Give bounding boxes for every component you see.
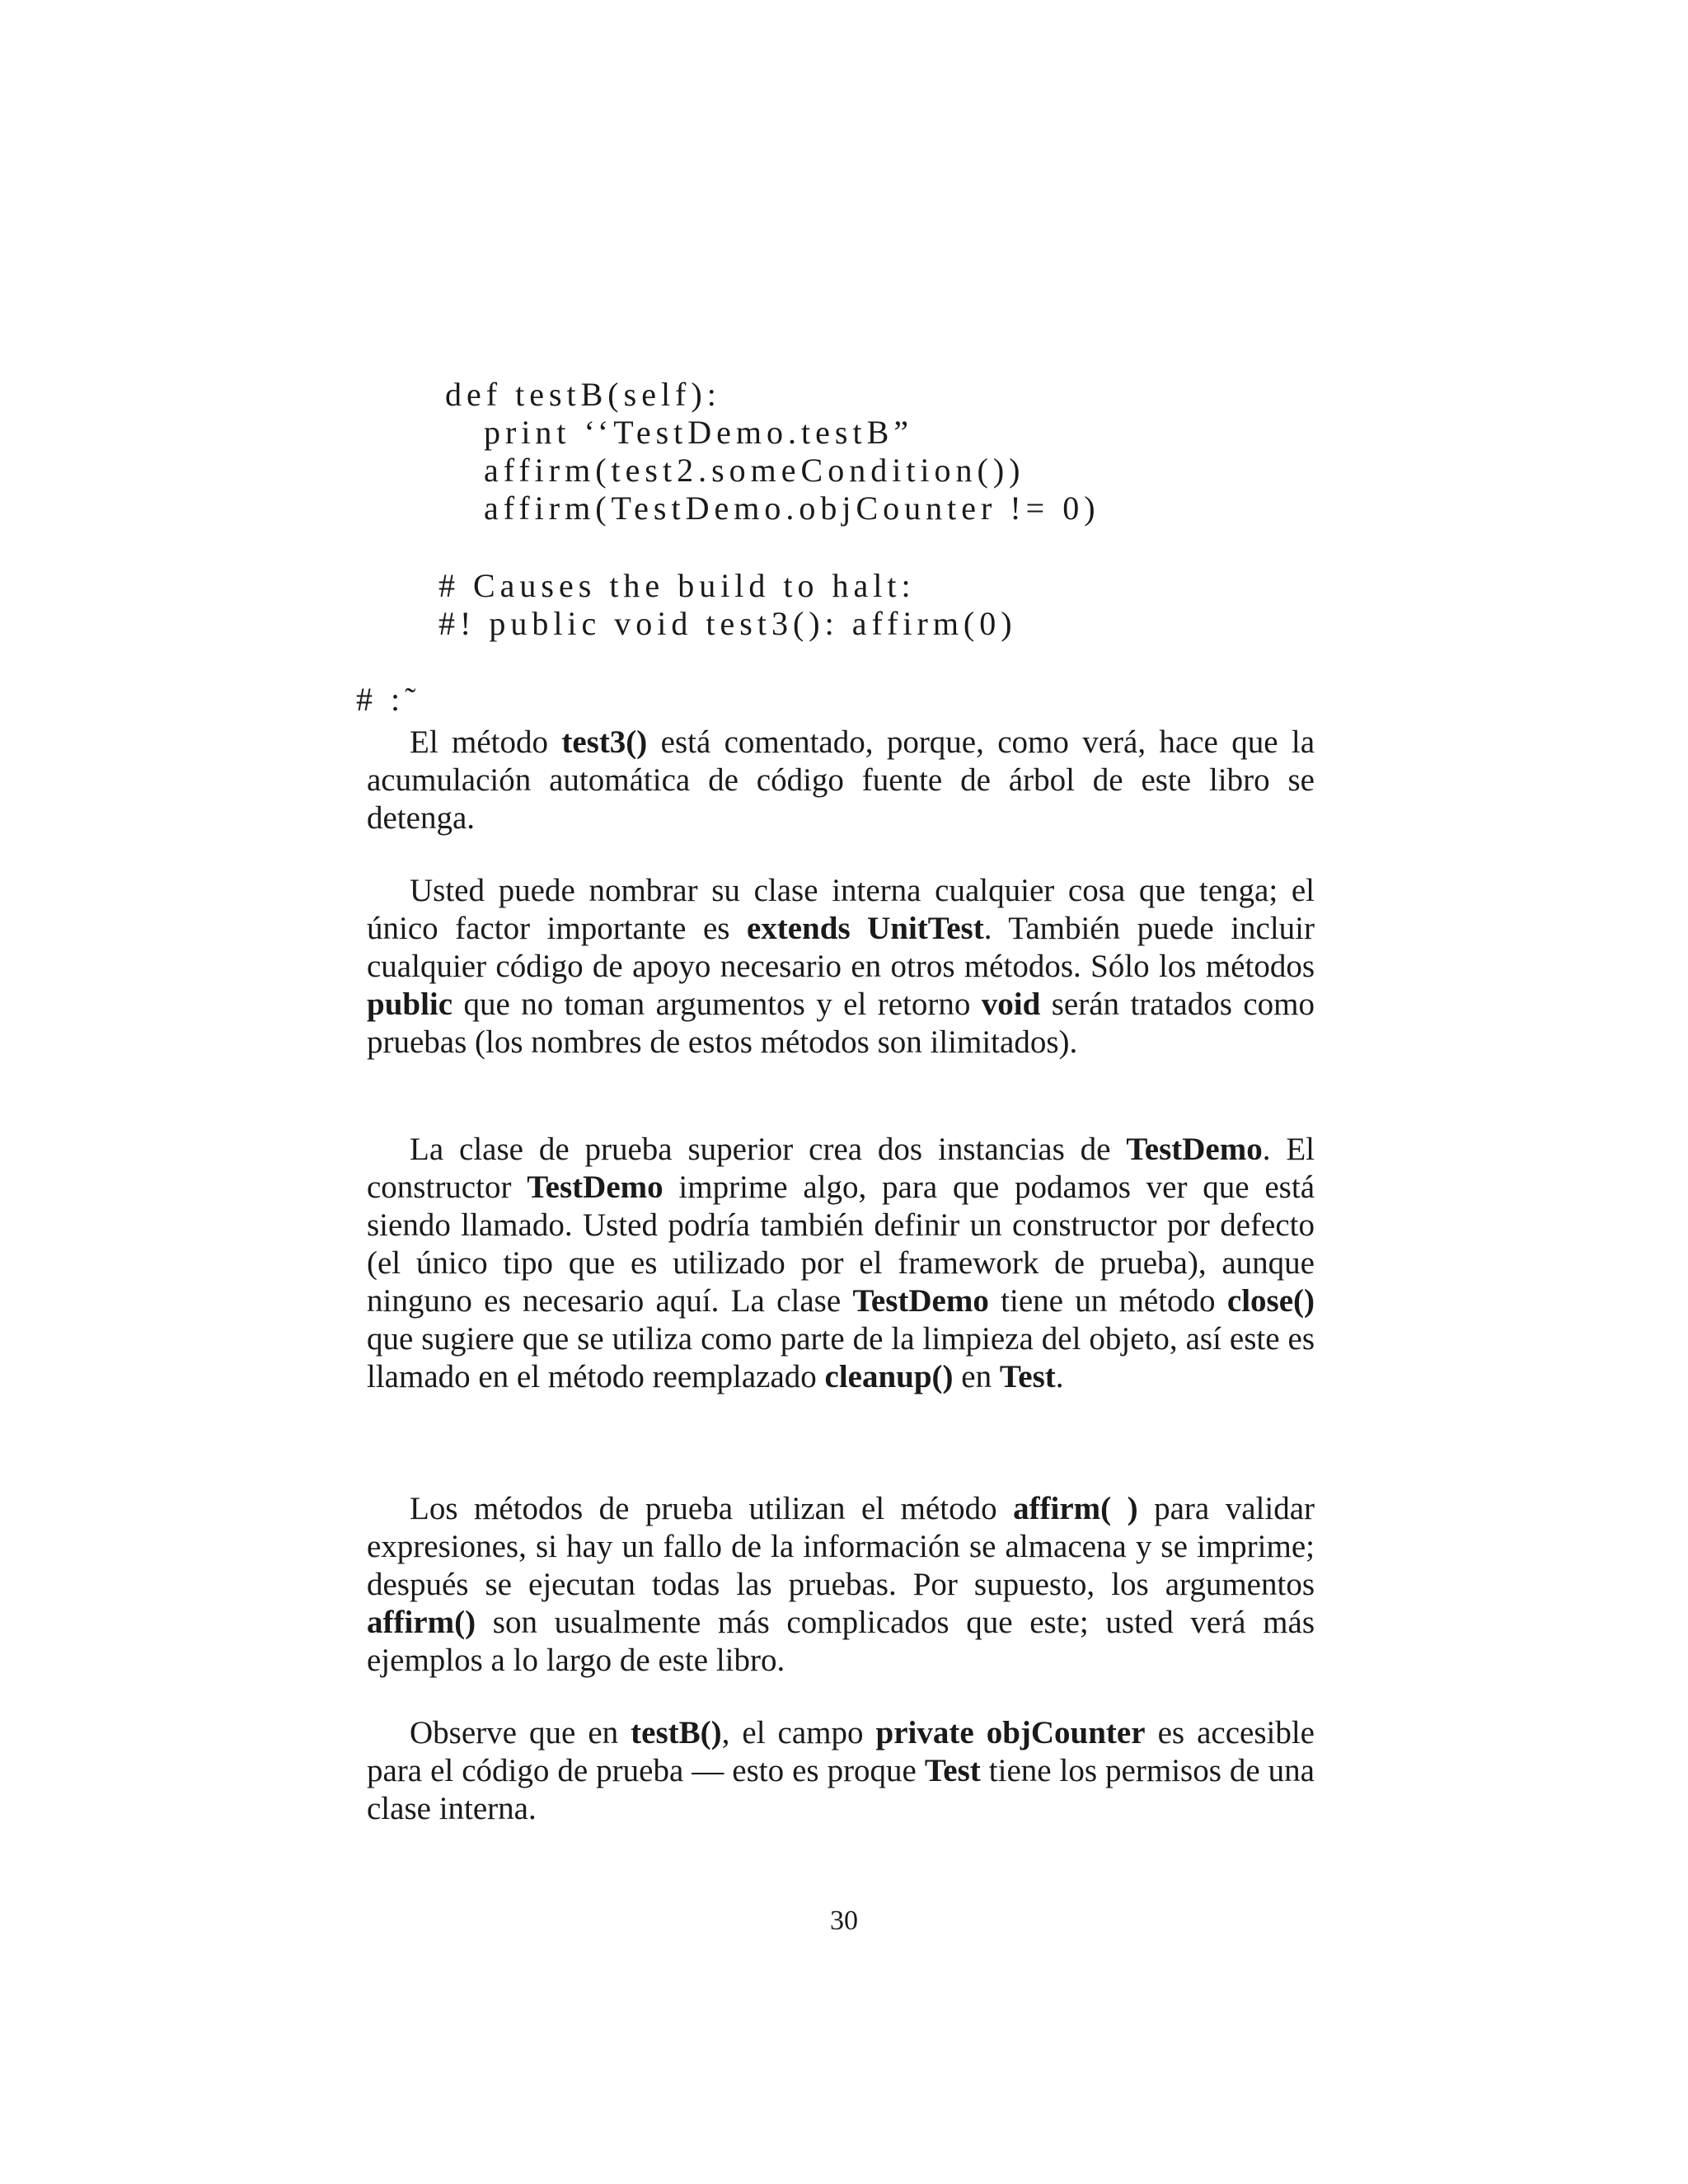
text-run: serán tratados como pruebas (los nombres de estos métodos son ilimitados). [367, 987, 1315, 1060]
paragraph-affirm [367, 1490, 1315, 1680]
text-run: es accesible para el código de prueba — esto es proque [367, 1715, 1315, 1788]
bold-term: public [367, 987, 453, 1022]
bold-term: Test [999, 1359, 1056, 1394]
text-run: está comentado, porque, como verá, hace que la acumulación automática de código fuente de árbol de este libro se detenga. [367, 724, 1315, 836]
text-run: . [1055, 1359, 1064, 1394]
code-line-affirm-condition: affirm(test2.someCondition()) [484, 452, 1025, 489]
bold-term: affirm() [367, 1605, 476, 1640]
code-line-print: print ‘‘TestDemo.testB” [484, 414, 914, 451]
paragraph-testdemo [367, 1131, 1315, 1396]
text-run: . El constructor [367, 1132, 1315, 1205]
code-comment-test3: #! public void test3(): affirm(0) [438, 605, 1017, 642]
text-run: El método [410, 724, 562, 760]
bold-term: TestDemo [1126, 1132, 1263, 1167]
bold-term: cleanup() [824, 1359, 954, 1394]
text-run: tiene los permisos de una clase interna. [367, 1753, 1315, 1826]
text-run: imprime algo, para que podamos ver que está siendo llamado. Usted podría también definir un constructor por defecto (el único tipo que es utilizado por el framework de prueba), aunque ninguno es necesario aquí. La clase [367, 1169, 1315, 1319]
bold-term: Test [924, 1753, 981, 1788]
paragraph-objcounter [367, 1714, 1315, 1828]
text-run: que sugiere que se utiliza como parte de la limpieza del objeto, así este es llamado en el método reemplazado [367, 1321, 1315, 1394]
text-run: Observe que en [410, 1715, 631, 1750]
bold-term: extends UnitTest [746, 911, 984, 946]
bold-term: void [981, 987, 1041, 1022]
text-run: son usualmente más complicados que este; usted verá más ejemplos a lo largo de este libro. [367, 1605, 1315, 1678]
text-run: . También puede incluir cualquier código de apoyo necesario en otros métodos. Sólo los métodos [367, 911, 1315, 984]
code-line-affirm-counter: affirm(TestDemo.objCounter != 0) [484, 490, 1100, 527]
text-run: para validar expresiones, si hay un fallo de la información se almacena y se imprime; después se ejecutan todas las pruebas. Por supuesto, los argumentos [367, 1491, 1315, 1602]
paragraph-inner-class [367, 872, 1315, 1062]
text-run: que no toman argumentos y el retorno [452, 987, 982, 1022]
bold-term: testB() [631, 1715, 722, 1750]
bold-term: private objCounter [875, 1715, 1146, 1750]
text-run: Usted puede nombrar su clase interna cualquier cosa que tenga; el único factor importante es [367, 873, 1315, 946]
text-run: , el campo [721, 1715, 876, 1750]
code-end-marker: # :˜ [356, 681, 421, 718]
bold-term: close() [1226, 1283, 1315, 1319]
code-line-def-testb: def testB(self): [445, 376, 721, 413]
bold-term: TestDemo [852, 1283, 989, 1319]
code-comment-causes-halt: # Causes the build to halt: [438, 567, 916, 604]
text-run: tiene un método [988, 1283, 1227, 1319]
text-run: en [953, 1359, 1000, 1394]
bold-term: TestDemo [527, 1169, 663, 1205]
paragraph-test3-explanation [367, 724, 1315, 837]
text-run: Los métodos de prueba utilizan el método [410, 1491, 1014, 1526]
text-run: La clase de prueba superior crea dos instancias de [410, 1132, 1127, 1167]
bold-term: affirm( ) [1013, 1491, 1138, 1526]
page-number: 30 [830, 1905, 858, 1936]
bold-term: test3() [561, 724, 648, 760]
